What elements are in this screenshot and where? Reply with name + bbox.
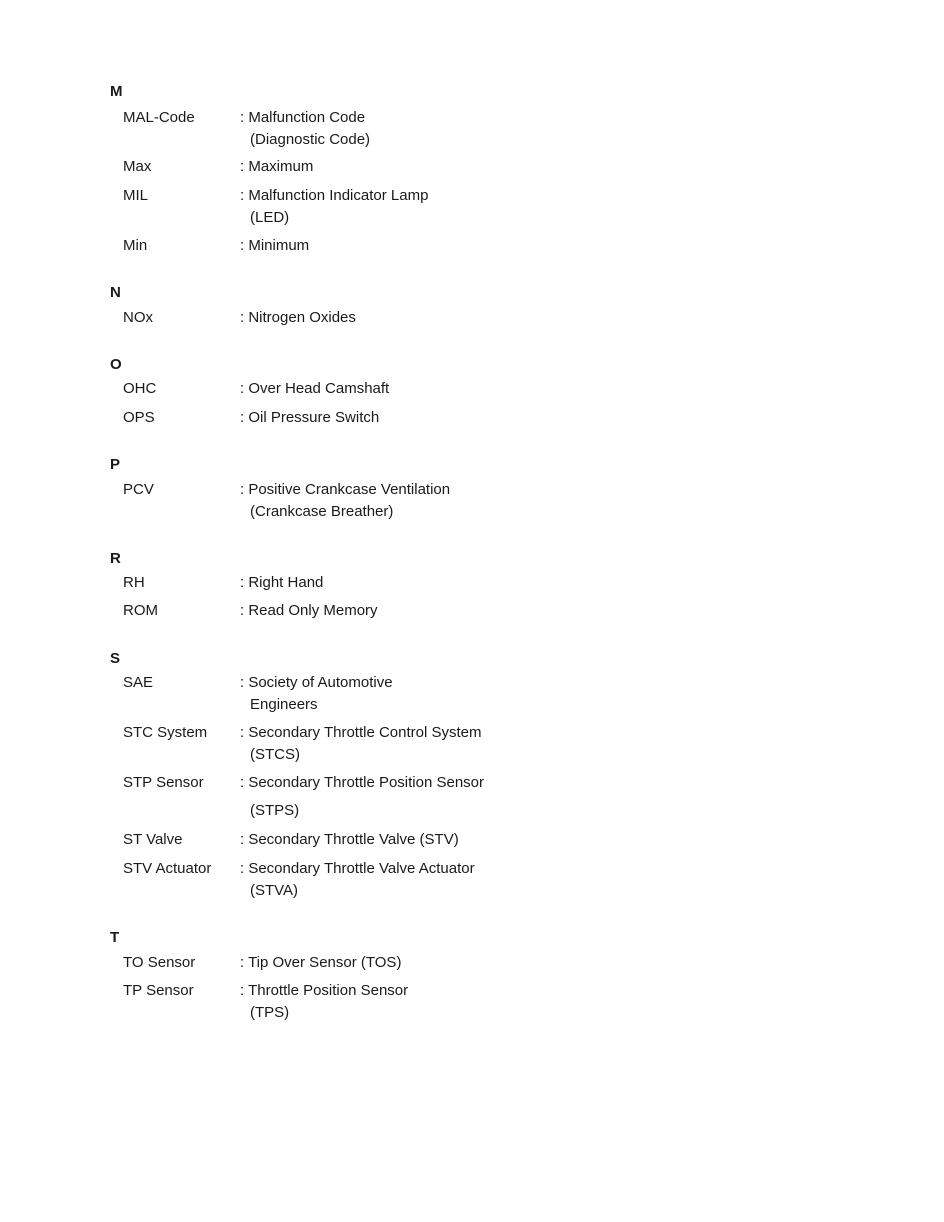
entry-term: SAE xyxy=(123,674,154,691)
section-letter: N xyxy=(110,284,121,301)
entry-term: ROM xyxy=(123,602,158,619)
entry-term: STC System xyxy=(123,724,208,741)
entry-definition: : Oil Pressure Switch xyxy=(240,409,380,426)
entry-definition: : Positive Crankcase Ventilation (Crankcase Breather) xyxy=(240,481,451,520)
section-letter: S xyxy=(110,650,121,667)
entry-term: MIL xyxy=(123,187,149,204)
entry-definition: : Tip Over Sensor (TOS) xyxy=(240,954,402,971)
entry-definition: : Read Only Memory xyxy=(240,602,378,619)
entry-term: ST Valve xyxy=(123,831,183,848)
entry-definition: : Nitrogen Oxides xyxy=(240,309,356,326)
entry-term: RH xyxy=(123,574,145,591)
entry-term: STV Actuator xyxy=(123,860,212,877)
section-letter: M xyxy=(110,83,123,100)
section-letter: T xyxy=(110,929,120,946)
entry-term: STP Sensor xyxy=(123,774,204,791)
entry-definition: : Minimum xyxy=(240,237,310,254)
entry-term: TO Sensor xyxy=(123,954,196,971)
entry-term: PCV xyxy=(123,481,154,498)
section-letter: P xyxy=(110,456,121,473)
entry-definition: : Secondary Throttle Position Sensor (STPS) xyxy=(240,774,485,819)
entry-definition: : Secondary Throttle Valve Actuator (STVA) xyxy=(240,860,475,899)
section-letter: O xyxy=(110,356,122,373)
section-letter: R xyxy=(110,550,121,567)
entry-definition: : Malfunction Indicator Lamp (LED) xyxy=(240,187,429,226)
entry-definition: : Over Head Camshaft xyxy=(240,380,390,397)
entry-term: MAL-Code xyxy=(123,109,195,126)
entry-term: OHC xyxy=(123,380,157,397)
entry-definition: : Malfunction Code (Diagnostic Code) xyxy=(240,109,371,148)
entry-term: OPS xyxy=(123,409,155,426)
entry-definition: : Society of Automotive Engineers xyxy=(240,674,393,713)
entry-definition: : Maximum xyxy=(240,158,314,175)
entry-definition: : Secondary Throttle Valve (STV) xyxy=(240,831,459,848)
entry-term: Min xyxy=(123,237,148,254)
entry-term: NOx xyxy=(123,309,153,326)
entry-term: Max xyxy=(123,158,152,175)
entry-definition: : Secondary Throttle Control System (STCS) xyxy=(240,724,482,763)
entry-definition: : Right Hand xyxy=(240,574,324,591)
entry-term: TP Sensor xyxy=(123,982,194,999)
entry-definition: : Throttle Position Sensor (TPS) xyxy=(240,982,409,1021)
